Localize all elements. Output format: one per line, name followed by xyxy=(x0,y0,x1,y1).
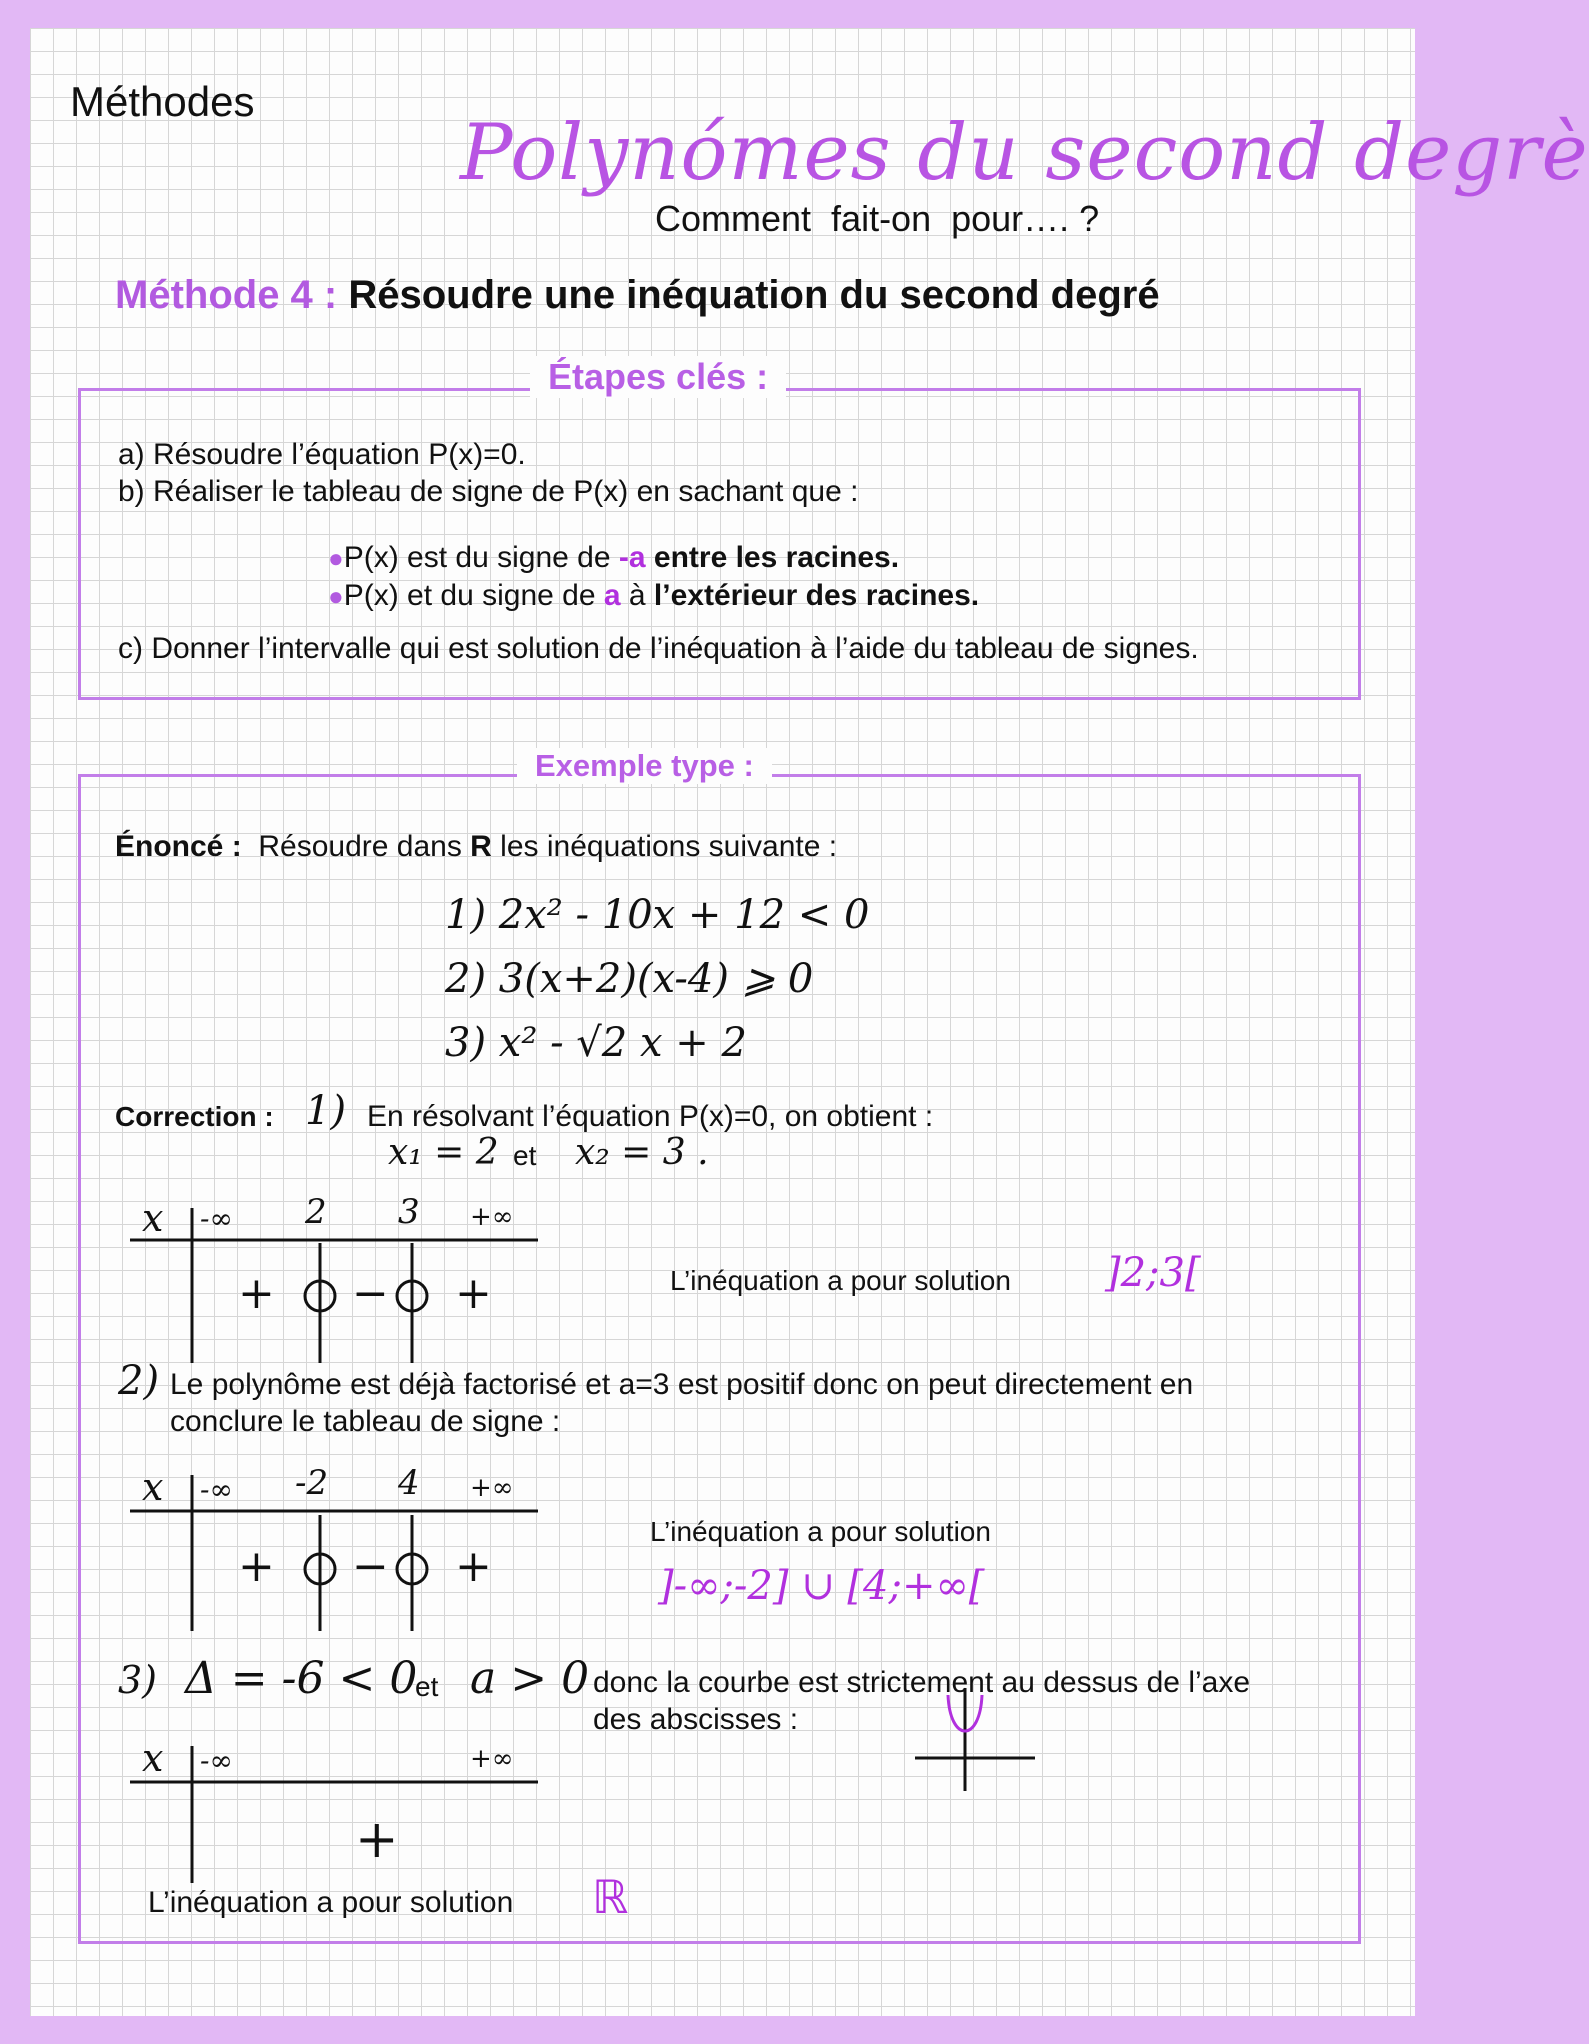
solution-3-label: L’inéquation a pour solution xyxy=(148,1886,514,1919)
table-2-sign: − xyxy=(352,1541,389,1592)
table-3-x-label: x xyxy=(142,1736,164,1780)
table-1-sign: + xyxy=(455,1268,492,1319)
table-2-sign: + xyxy=(238,1541,275,1592)
bullet-dot-icon: ● xyxy=(328,581,344,611)
correction-3-number: 3) xyxy=(118,1658,158,1702)
solution-1-label: L’inéquation a pour solution xyxy=(670,1265,1011,1296)
table-1-value: 2 xyxy=(305,1192,327,1232)
correction-1-text: En résolvant l’équation P(x)=0, on obtient : xyxy=(367,1100,934,1133)
sign-table-1 xyxy=(130,1192,550,1368)
correction-2-number: 2) xyxy=(118,1358,160,1404)
equation-3: 3) x² - √2 x + 2 xyxy=(445,1020,747,1066)
table-3-value: +∞ xyxy=(470,1744,514,1774)
method-number: Méthode 4 : xyxy=(115,273,338,317)
method-heading xyxy=(115,273,1160,318)
delta-expression: Δ = -6 < 0 xyxy=(185,1653,418,1704)
equation-1: 1) 2x² - 10x + 12 < 0 xyxy=(445,892,870,938)
step-c: c) Donner l’intervalle qui est solution de l’inéquation à l’aide du tableau de signes. xyxy=(118,632,1199,665)
example-title: Exemple type : xyxy=(517,748,772,784)
sign-table-3 xyxy=(130,1738,550,1888)
page-subtitle: Comment fait-on pour…. ? xyxy=(655,198,1100,239)
section-label: Méthodes xyxy=(70,78,255,125)
solution-3: ℝ xyxy=(592,1870,629,1924)
table-2-value: +∞ xyxy=(470,1473,514,1503)
correction-3-and: et xyxy=(415,1671,439,1702)
table-2-value: 4 xyxy=(398,1463,420,1503)
correction-2-line-2: conclure le tableau de signe : xyxy=(170,1405,561,1438)
steps-title: Étapes clés : xyxy=(530,356,786,398)
table-2-value: -2 xyxy=(295,1463,329,1503)
correction-2-line-1: Le polynôme est déjà factorisé et a=3 est positif donc on peut directement en xyxy=(170,1368,1194,1401)
roots-and: et xyxy=(513,1140,537,1171)
solution-2: ]-∞;-2] ∪ [4;+∞[ xyxy=(658,1563,985,1609)
table-1-value: +∞ xyxy=(470,1202,514,1232)
table-1-value: 3 xyxy=(398,1192,420,1232)
bullet-dot-icon: ● xyxy=(328,543,344,573)
enonce-line: Énoncé : Résoudre dans R les inéquations suivante : xyxy=(115,830,838,863)
enonce-label: Énoncé : xyxy=(115,830,242,863)
table-1-value: -∞ xyxy=(200,1202,233,1235)
correction-3-line-1: donc la courbe est strictement au dessus de l’axe xyxy=(593,1666,1251,1699)
notebook-page xyxy=(30,28,1589,2016)
table-3-value: -∞ xyxy=(200,1744,233,1777)
step-b-bullet-1: ●P(x) est du signe de -a entre les racines. xyxy=(328,541,900,574)
root-1: x₁ = 2 xyxy=(388,1132,499,1173)
correction-label: Correction : xyxy=(115,1101,274,1132)
sign-table-2 xyxy=(130,1463,550,1638)
table-1-sign: + xyxy=(238,1268,275,1319)
parabola-sketch-icon xyxy=(910,1683,1040,1793)
step-a: a) Résoudre l’équation P(x)=0. xyxy=(118,438,526,471)
root-2: x₂ = 3 . xyxy=(575,1132,709,1173)
method-title: Résoudre une inéquation du second degré xyxy=(348,273,1160,317)
a-positive: a > 0 xyxy=(470,1653,590,1704)
table-2-value: -∞ xyxy=(200,1473,233,1506)
correction-1-number: 1) xyxy=(305,1088,347,1134)
table-2-sign: + xyxy=(455,1541,492,1592)
page-title: Polynómes du second degrè xyxy=(460,108,1589,198)
solution-2-label: L’inéquation a pour solution xyxy=(650,1516,991,1547)
step-b: b) Réaliser le tableau de signe de P(x) en sachant que : xyxy=(118,475,859,508)
table-1-x-label: x xyxy=(142,1196,164,1240)
step-b-bullet-2: ●P(x) et du signe de a à l’extérieur des racines. xyxy=(328,579,980,612)
solution-1: ]2;3[ xyxy=(1105,1250,1201,1296)
table-1-sign: − xyxy=(352,1268,389,1319)
equation-2: 2) 3(x+2)(x-4) ⩾ 0 xyxy=(445,956,814,1002)
table-3-sign: + xyxy=(355,1810,399,1870)
correction-3-line-2: des abscisses : xyxy=(593,1703,799,1736)
table-2-x-label: x xyxy=(142,1465,164,1509)
